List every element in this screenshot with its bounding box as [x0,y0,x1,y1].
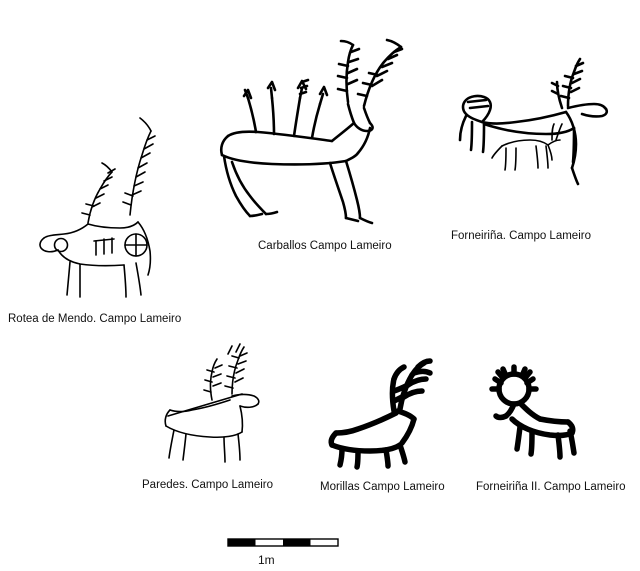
figure-morillas [308,345,448,470]
figure-carballos [196,28,426,233]
caption-rotea-de-mendo: Rotea de Mendo. Campo Lameiro [8,313,182,325]
figure-rotea-de-mendo [14,95,184,270]
caption-forneirina-ii: Forneiriña II. Campo Lameiro [476,481,626,493]
caption-morillas: Morillas Campo Lameiro [320,481,445,493]
figure-forneirina-ii [472,365,597,470]
scale-bar [228,536,348,550]
figure-forneirina [440,50,625,210]
caption-forneirina: Forneiriña. Campo Lameiro [451,230,591,242]
caption-paredes: Paredes. Campo Lameiro [142,479,274,491]
caption-carballos: Carballos Campo Lameiro [258,240,392,252]
scale-bar-label: 1m [258,553,275,567]
figure-paredes [150,338,290,468]
